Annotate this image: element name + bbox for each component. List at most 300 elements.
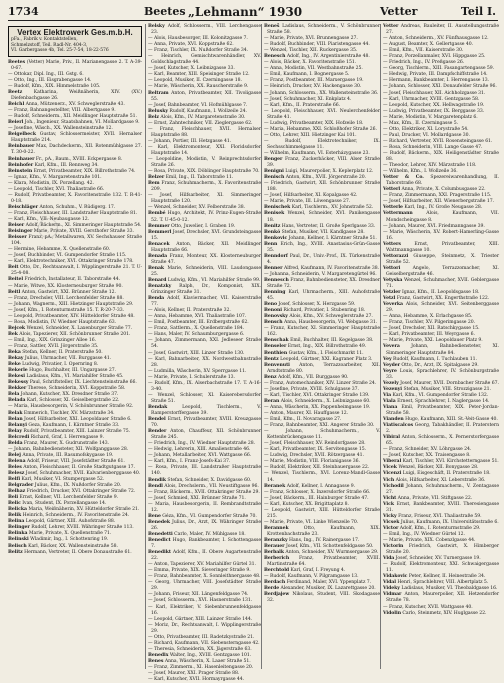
entry-details: Emil, Kfm., VII. Kaiserstraße 30. xyxy=(388,48,464,54)
entry-details: Anna, Hebamme, XVI. Thaliastraße 107. xyxy=(153,314,247,320)
directory-entry: — Friedrich, Gastwirt, XII. Schönbrunner Straße 188. xyxy=(264,181,380,193)
directory-entry xyxy=(383,302,499,314)
directory-entry xyxy=(8,144,142,156)
entry-details: Ladislaus, Musiker, VI. Theobaldgasse 16. xyxy=(401,586,498,592)
entry-details: Karl, Elektriker, V. Siebenbrunnenfeldgasse 16. xyxy=(151,604,261,616)
entry-details: Wenzel, Tischlerm., XVI. Lorenz-Mandl-Gasse 14. xyxy=(267,471,380,483)
entry-details: Anton, Schlosserm., X. Pernerstorfergasse 65. xyxy=(386,435,499,447)
directory-entry: — Josef, Schlosserm., XVI. Hasnerstraße 131. xyxy=(148,598,253,604)
entry-surname: Bela xyxy=(8,392,20,398)
directory-entry: — Klara, Modistin, IX. Porzellang. 42. xyxy=(8,180,94,186)
entry-surname: Vich xyxy=(383,477,395,483)
entry-details: Rudolf, Kaufmann, I. Tuchlauben 11. xyxy=(393,356,477,362)
entry-details: Theodor, Lehrer, XIV. Märzstraße 118. xyxy=(388,163,477,169)
entry-details: Wenzel, Schuhmacher, XVII. Geblergasse 71. xyxy=(386,277,499,290)
entry-details: Emil, Privatbeamter, XIX. Peter-Jordan-Straße 58. xyxy=(386,404,499,416)
entry-surname: Berchtold xyxy=(264,568,290,574)
entry-details: Josefine, Wäsch., XX. Wallensteinstraße 12. xyxy=(13,126,113,132)
directory-entry: — Alois, Hausbesorger, III. Kolonitzgasse 7. xyxy=(148,36,248,42)
directory-entry xyxy=(8,265,142,277)
entry-surname: Beierl xyxy=(8,120,24,126)
directory-entry xyxy=(148,405,261,417)
entry-details: Stefan, Schneider, X. Davidgasse 60. xyxy=(167,477,252,483)
entry-details: Franz, Tischler, IX. Nußdorfer Straße 34. xyxy=(153,48,249,54)
entry-details: Spezereiwarenhandlung, II. Taborstraße 68. xyxy=(386,175,500,187)
page-header xyxy=(8,4,498,21)
entry-details: Luigi, Eisgeschäft, II. Praterstraße 18. xyxy=(402,471,491,477)
entry-details: Rudolf, Kaufmann, I. Wollzeile 24. xyxy=(169,108,247,114)
directory-entry: — Johann, Bahnbediensteter, XII. Wolfganggasse 28. xyxy=(8,446,129,452)
entry-details: Paul, Drucker, VI. Mollardgasse 30. xyxy=(388,132,470,138)
entry-details: Franz, Gastwirt, XX. Engerthstraße 122. xyxy=(396,296,490,302)
entry-details: Alois, Kfm., IV. Margaretenstraße 30. xyxy=(160,114,246,120)
entry-surname: Belic xyxy=(8,501,21,507)
directory-entry: — Otto, Privatbeamter, III. Radetzkystraße 21. xyxy=(148,634,255,640)
directory-entry: — Rudolf, Buchbinder, VIII. Piaristengasse 44. xyxy=(264,42,370,48)
entry-details: Anna, Mützenerz., XV. Schweglerstraße 43. xyxy=(25,102,125,108)
entry-surname: Benda xyxy=(148,296,165,302)
entry-details: Anna, Private, X. Columbusgasse 22. xyxy=(401,187,486,193)
directory-entry: — Franz, Tischler, XV. Pilgerimgasse 20. xyxy=(383,320,476,326)
entry-details: Ernst, Zahntechniker, VII. Zieglergasse 62. xyxy=(153,120,253,126)
entry-details: Franz, Tischler, XV. Pilgerimgasse 20. xyxy=(388,320,476,326)
entry-surname: Victorin xyxy=(383,544,404,550)
entry-details: Anna, Private, XVI. Koppstraße 62. xyxy=(153,42,234,48)
entry-details: Franz, Kutscher, XI. Simmeringer Hauptstraße 162. xyxy=(267,326,380,338)
entry-details: Richard, Privatier, I. Stubenring 18. xyxy=(283,308,366,314)
directory-entry: — Otto, Ing., III. Eisgrabengasse 14. xyxy=(8,77,92,83)
entry-details: Franz, Zuckerbäcker, VIII. Alser Straße 39. xyxy=(267,157,380,169)
directory-entry xyxy=(8,550,142,556)
entry-surname: Benada xyxy=(148,253,168,259)
entry-details: Hugo, Bankbeamter, I. Schottengasse 7. xyxy=(151,537,261,550)
entry-details: Anna, Wäscherin, XX. Pappenheimgasse 19. xyxy=(269,404,371,410)
entry-details: Otto, Dr., Rechtsanwalt, I. Wipplingerstraße 21. T. U-25-4-08. xyxy=(11,265,142,277)
entry-details: Marie, Private, XVI. Brunnengasse 27. xyxy=(269,36,358,42)
directory-entry xyxy=(383,502,499,514)
entry-details: Rudolf, Elektrotechniker, IX. Sechsschimmelgasse 11. xyxy=(267,138,380,150)
entry-details: Anton, Terrazzoarbeiter, XII. Arndtstraße 80. xyxy=(267,362,380,374)
directory-entry: — Karl, Elektromonteur, XXI. Floridsdorfer Hauptstraße 14. xyxy=(148,144,261,156)
entry-details: Ludwig, Kfm., VI. Mariahilfer Straße 99. xyxy=(167,277,261,283)
entry-details: Georg, Uhrmacher, VIII. Josefstädter Straße 29. xyxy=(151,580,261,592)
entry-details: Franz, Automechaniker, XIV. Linzer Straße 24. xyxy=(269,380,377,386)
directory-entry xyxy=(383,369,499,381)
entry-details: Alois, Drechslerm., VII. Neustiftgasse 96. xyxy=(164,483,259,489)
directory-entry: — Johann, Friseur, XII. Längenfeldgasse 74. xyxy=(148,592,249,598)
directory-entry: — Rosa, Schneiderin, VIII. Lange Gasse 47. xyxy=(383,144,483,150)
entry-details: Johann, Zimmermann, XXI. Jedleseer Straße 54. xyxy=(151,338,261,350)
entry-details: Anton, Gastwirt, XXI. Brünner Straße 12. xyxy=(21,289,116,295)
entry-details: Marie, Private, XIX. Cobenzlgasse 44. xyxy=(388,537,476,543)
entry-details: Adolf, Bäckerm., XI. Simmeringer Hauptstraße 54. xyxy=(25,223,142,229)
directory-entry: — Heinrich, Gemischtwarenhändler, XV. Goldschlagstraße 44. xyxy=(148,54,261,66)
entry-surname: Beinstein xyxy=(8,168,33,174)
entry-surname: Viberal xyxy=(383,459,402,465)
entry-surname: Viala xyxy=(383,398,396,404)
directory-entry xyxy=(264,157,380,169)
entry-details: Josef, Schmied, XXI. Brünner Straße 71. xyxy=(153,495,246,501)
entry-details: Hermine, Hebamme, X. Quellenstraße 60. xyxy=(13,247,111,253)
entry-surname: Vibiral xyxy=(383,435,400,441)
entry-details: Leopold, Gastwirt, XIII. Hütteldorfer Straße 215. xyxy=(267,507,380,519)
entry-details: Paul, Dr., Univ.-Prof., IX. Türkenstraße 4. xyxy=(267,253,380,265)
directory-entry xyxy=(8,60,142,72)
entry-details: Ludwig, Privatbeamter, XIX. Hofzeile 18. xyxy=(269,120,364,126)
entry-details: Therese, Schneiderin, XVI. Koppstraße 58. xyxy=(27,386,126,392)
entry-details: Franz, Monteur, XX. Klosterneuburger Straße 47. xyxy=(151,253,261,265)
directory-entry: — Leopold, Musiker, II. Czerningasse 18. xyxy=(148,78,242,84)
directory-entry: — Franz, Tischler, IX. Nußdorfer Straße 34. xyxy=(148,48,249,54)
directory-entry: — Josef, Bäckerm., III. Hainburger Straße 47. xyxy=(264,495,369,501)
directory-entry xyxy=(148,520,261,532)
entry-details: Josef, Schneider, XV. Turnergasse 19. xyxy=(395,556,481,562)
entry-details: Emil, Ing., XIX. Grinzinger Allee 16. xyxy=(13,337,96,343)
directory-entry: — Franz, Bahnangestellter, VIII. Albertgasse 9. xyxy=(8,108,116,114)
entry-details: Karl, Elektrotechniker, XVI. Ottakringer Straße 178. xyxy=(13,259,134,265)
ad-company-name: Vertex Elektrowerk Ges.m.b.H. xyxy=(17,28,133,37)
directory-entry: — Franz, Zimmerm., XI. Hasenleitengasse 20. xyxy=(148,664,254,670)
directory-entry: — Ludmilla, Wäscherin, XV. Sperrgasse 11. xyxy=(148,368,247,374)
entry-surname: Veverka xyxy=(383,302,403,308)
entry-details: Leopold, Tischlerm., V. Ramperstorffergasse 39. xyxy=(151,404,261,416)
entry-surname: Belisch xyxy=(8,543,27,549)
entry-surname: Benacek xyxy=(148,241,170,247)
entry-details: Georg, Tischlerm., XIII. Fasangartengasse 59. xyxy=(388,66,495,72)
entry-surname: Beka xyxy=(8,350,21,356)
header-part-label: Teil I. xyxy=(460,5,496,18)
entry-surname: Veyder xyxy=(383,362,400,368)
entry-details: Leopold, Privatbeamter, XIV. Hütteldorfer Straße 48. xyxy=(13,313,135,319)
directory-entry xyxy=(383,611,499,617)
entry-details: Marie, Private, XXI. Leopoldauer Platz 9. xyxy=(388,338,483,344)
directory-entry xyxy=(148,538,261,550)
entry-surname: Benisch xyxy=(264,175,285,181)
entry-details: Alois, Kellner, II. Praterstraße 32. xyxy=(153,308,231,314)
directory-entry xyxy=(264,526,380,538)
directory-columns xyxy=(8,24,500,683)
directory-entry xyxy=(383,278,499,290)
directory-entry: — Leopoldine, Modistin, V. Reinprechtsdorfer Straße 26. xyxy=(148,157,261,169)
entry-details: Marie, Schneiderin, VIII. Laudongasse 25. xyxy=(151,265,261,277)
entry-surname: Beinhauer xyxy=(8,156,35,162)
directory-entry: — Josefine, Private, XVIII. Schulgasse 37. xyxy=(264,386,359,392)
entry-surname: Beran xyxy=(264,398,280,404)
entry-details: Anna, Modistin, VII. Westbahnstraße 25. xyxy=(269,66,363,72)
entry-surname: Belada xyxy=(8,398,26,404)
entry-details: Josef, Maurer, XVII. Dornbacher Straße 67. xyxy=(400,380,499,386)
directory-entry: — Marie, Modistin, V. Margaretenplatz 6. xyxy=(383,114,478,120)
entry-details: Karl, Kfm., II. Praterstraße 66. xyxy=(269,102,341,108)
entry-surname: Vida xyxy=(383,556,395,562)
entry-details: Josef, Schlosserm., XVI. Hasnerstraße 131. xyxy=(153,598,253,604)
entry-surname: Bem xyxy=(148,181,160,187)
entry-details: Walter, Ing., XVIII. Gentzgasse 101. xyxy=(169,652,252,658)
entry-surname: Vettori xyxy=(383,265,401,271)
entry-details: Angelo, Terrazzomacher, XI. Geiselbergstraße 46. xyxy=(386,265,499,277)
directory-entry: — Emil, Kfm., VII. Kaiserstraße 30. xyxy=(383,48,464,54)
directory-entry: — Josef, Fleischhauer, XV. Reindorfgasse 28. xyxy=(264,441,366,447)
entry-surname: Beneš xyxy=(264,24,280,29)
directory-entry: — Rudolf, Privatbeamter, X. Favoritenstraße 132. T. R-41-0-18. xyxy=(8,192,142,204)
directory-entry: — Karl, Beamter, XIII. Speisinger Straße 12. xyxy=(148,72,250,78)
entry-details: Adolf, Kfm., II. Obere Augartenstraße 22. xyxy=(151,550,261,562)
entry-details: Johann, Bahnbediensteter, XI. Simmeringer Hauptstraße 84. xyxy=(386,344,499,356)
entry-surname: Vetzl xyxy=(383,296,396,302)
entry-details: Josef, Gastwirt, XIII. Linzer Straße 130. xyxy=(153,350,245,356)
entry-surname: Benschak xyxy=(264,338,289,344)
directory-entry: — Wenzel, Schneider, XV. Felberstraße 38. xyxy=(148,205,246,211)
entry-details: Anna, Hebamme, X. Erlachgasse 85. xyxy=(388,314,473,320)
directory-entry: — Josef, Kfm., I. Rotenturmstraße 15. T. R-20-7-33. xyxy=(8,307,125,313)
directory-entry: — Otto, Lehrer, XIII. Hietzinger Kai 101. xyxy=(264,132,357,138)
directory-entry: — Franz, Zimmermann, XXI. Pragerstraße 115. xyxy=(383,193,492,199)
entry-details: Leopold, Musiker, II. Czerningasse 18. xyxy=(153,78,242,84)
directory-entry: — Emil, Ing., IV. Wiedner Gürtel 12. xyxy=(383,531,465,537)
directory-entry: — Franz, Kutscher, XI. Simmeringer Hauptstraße 162. xyxy=(264,326,380,338)
entry-details: Nikolaus, Student, VIII. Skodagasse 32. xyxy=(267,592,380,604)
entry-surname: Vevera xyxy=(383,344,400,350)
entry-details: Wenzel, Schlosser, XI. Kaiserebersdorfer Straße 51. xyxy=(151,392,261,404)
directory-entry xyxy=(8,235,142,247)
entry-details: Rudolf, Bäckerm., XIX. Heiligenstädter Straße 88. xyxy=(386,150,499,163)
entry-details: Josef, Kfm., VII. Schottenfeldgasse 50. xyxy=(285,544,374,550)
directory-entry: — Josef, Fleischhauer, XII. Aichholzgasse 31. xyxy=(383,90,486,96)
entry-surname: Benndorf xyxy=(264,253,288,259)
entry-details: Maria, Hausbesorgerin, V. Schönbrunner Straße 92. xyxy=(13,404,134,410)
entry-details: Leopold, Kutscher, XX. Hellwagstraße 19. xyxy=(388,102,485,108)
entry-details: Karl, Schlosser, XI. Geiselbergstraße 22. xyxy=(26,398,120,404)
directory-entry: — Hermine, Hebamme, X. Quellenstraße 60. xyxy=(8,247,111,253)
entry-surname: Bender xyxy=(148,429,167,435)
directory-entry: — Franz, Automechaniker, XIV. Linzer Straße 24. xyxy=(264,380,377,386)
entry-details: Anton, Schneiderm., XV. Fünfhausgasse 12. xyxy=(388,36,489,42)
directory-entry xyxy=(264,211,380,223)
entry-surname: Beitl xyxy=(8,289,21,295)
entry-details: Louis, Sprachlehrer, IV. Schönburgstraße 33. xyxy=(386,368,499,380)
entry-details: Hermann, Bankbeamter, I. Herrengasse 13. xyxy=(388,78,490,84)
library-stamp xyxy=(38,218,58,238)
directory-entry: — Josef, Hilfsarbeiter, XI. Simmeringer Hauptstraße 120. xyxy=(148,193,261,205)
directory-entry: — Rosa, Modistin, IV. Wiedner Hauptstraße 63. xyxy=(8,319,117,325)
directory-entry: — Josef, Drechsler, XII. Ratschkygasse 15. xyxy=(383,326,480,332)
entry-details: Karl, Bäcker, XX. Wallensteinstraße 58. xyxy=(28,543,118,549)
directory-entry: — Karl, Elektrotechniker, XVI. Ottakringer Straße 178. xyxy=(8,259,134,265)
ad-line: Schmelzstoff, Teil. Radl-Nr. 404-3, xyxy=(11,42,88,48)
entry-surname: Berauer xyxy=(264,544,285,550)
entry-surname: Benischek xyxy=(264,205,291,211)
entry-details: Karl, Kfm., III. Rennweg 34. xyxy=(34,162,99,168)
entry-surname: Belinka xyxy=(8,531,28,537)
entry-details: Marie, Private, XVIII. Gersthofer Straße 33. xyxy=(33,229,134,235)
entry-details: Johann, Metallarbeiter, XVI. Wattgasse 66. xyxy=(153,453,252,459)
entry-details: Johann, Portier, III. Hetzgasse 41. xyxy=(153,138,232,144)
entry-details: Franz, pA., Metallwaren, XV. Sechshauser Straße 104. xyxy=(11,235,142,247)
directory-entry: — Leopold, Privatbeamter, XIV. Hütteldorfer Straße 48. xyxy=(8,313,135,319)
entry-surname: Bennesch xyxy=(264,277,289,283)
entry-details: Richard, Kaufmann, VII. Siebensterngasse 42. xyxy=(153,640,260,646)
entry-details: Giuseppe, Steinmetz, X. Triester Straße 52. xyxy=(386,253,499,265)
entry-details: Johann, Schuhmacherm., V. Kettenbrückengasse 11. xyxy=(267,429,380,441)
entry-details: Adolf, Friseur, VIII. Josefstädter Straße 61. xyxy=(26,458,125,464)
entry-surname: Benoni xyxy=(264,308,282,314)
entry-surname: Via xyxy=(383,392,392,398)
entry-surname: Belena xyxy=(8,458,26,464)
directory-entry xyxy=(383,24,499,36)
entry-details: Johann, Maurer, XVI. Friedmanngasse 39. xyxy=(388,223,485,229)
entry-details: Josef, Fleischhauer, XV. Reindorfgasse 28. xyxy=(269,441,366,447)
entry-details: Moriz, Dr., Rechtsanwalt, I. Wipplingerstraße 29. xyxy=(151,622,261,634)
directory-entry: — Karl, Kfm., I. Franz-Josefs-Kai 37. xyxy=(148,459,231,465)
directory-entry: — Karl, Kfm., II. Praterstraße 66. xyxy=(264,102,341,108)
entry-details: Alois, Kfm., XV. Schweglerstraße 27. xyxy=(289,314,373,320)
entry-details: Adolf, Kfm., I. Rotenturmstraße 29. xyxy=(399,525,481,531)
entry-details: Hans, Vertreter, II. Große Sperlgasse 33. xyxy=(281,223,376,229)
entry-details: Rudolf, Lehrer, XVIII. Währinger Straße 113. xyxy=(31,525,134,531)
directory-entry: — Marie, Private, I. Schulerstraße 13. xyxy=(148,374,235,380)
directory-entry: — Johann, Schuhmacherm., V. Kettenbrückengasse 11. xyxy=(264,429,380,441)
entry-details: Karl, Uhrmacherm., XIII. Auhofstraße 45. xyxy=(267,290,380,302)
entry-details: Rudolf, Kfm., XIX. Himmelstraße 105. xyxy=(13,83,101,89)
directory-entry: — Franz, Fleischhauer, XVII. Hernalser Hauptstraße 88. xyxy=(148,126,261,138)
entry-details: Julius, Uhrmacher, VII. Burggasse 41. xyxy=(24,356,112,362)
entry-details: Anton, Maurerpolier, XII. Hetzendorfer Straße 78. xyxy=(386,592,499,604)
entry-details: Wenzel, Schneider, X. Laxenburger Straße 77. xyxy=(26,325,133,331)
directory-entry xyxy=(264,556,380,568)
directory-column-2 xyxy=(145,24,262,683)
entry-details: Emil, Postbeamter, III. Erdbergstraße 62. xyxy=(153,320,249,326)
entry-details: Friedrich, Gastwirt, X. Himberger Straße 20. xyxy=(386,544,499,556)
entry-details: Anna, Private, III. Rasumofskygasse 19. xyxy=(22,452,114,458)
entry-details: Hans, Ing., IV. Rainergasse 17. xyxy=(289,537,360,543)
entry-surname: Benigni xyxy=(264,169,284,175)
entry-surname: Viana xyxy=(383,404,398,410)
directory-entry: — Maria, Hausbesorgerin, V. Schönbrunner Straße 92. xyxy=(8,404,134,410)
directory-entry: — Rudolf, Kfm., IX. Alserbachstraße 17. T. A-16-3-40. xyxy=(148,380,261,392)
directory-entry: — Theodor, Lehrer, XIV. Märzstraße 118. xyxy=(383,163,477,169)
entry-details: Josef, Schuhmacher, XVII. Kalvarienberggasse 40. xyxy=(25,470,141,476)
directory-entry: — Anna, Hebamme, XVI. Thaliastraße 107. xyxy=(148,314,247,320)
entry-details: Karl, Tischlerm., XV. Johnstraße 52. xyxy=(291,205,374,211)
entry-details: Franz, Fleischhauer, III. Landstraßer Hauptstraße 81. xyxy=(13,210,138,216)
directory-entry: — Heinrich, Drucker, XV. Hackengasse 30. xyxy=(264,84,362,90)
entry-details: Alois, Tapezierer, XII. Schönbrunner Straße 201. xyxy=(19,331,131,337)
entry-details: Marie, Wäscherin, XX. Rauscherstraße 9. xyxy=(153,84,249,90)
directory-entry xyxy=(8,132,142,144)
directory-entry: — Rosa, Private, XIX. Döblinger Hauptstraße 70. xyxy=(148,169,260,175)
entry-details: Ernst, Kellner, VII. Lerchenfelder Straße 9. xyxy=(19,495,119,501)
entry-details: Johann, Friseur, XII. Längenfeldgasse 74. xyxy=(153,592,249,598)
entry-details: Johanna, Schneiderin, V. Margaretengürtel 96. xyxy=(269,271,377,277)
entry-details: Karl, Privatbeamter, III. Weyrgasse 6. xyxy=(388,332,475,338)
entry-details: Otto, Elektriker, XI. Lorystraße 54. xyxy=(388,126,469,132)
directory-entry: — Ottokar, Dipl. Ing., III. Gstg. 6. xyxy=(8,71,84,77)
entry-surname: Vichodil xyxy=(383,483,404,489)
directory-entry: — Marie, Private, XXI. Leopoldauer Platz 9. xyxy=(383,338,483,344)
entry-details: Johann, Schlosserm., XX. Wallensteinstraße 36. xyxy=(269,90,379,96)
entry-surname: Beke xyxy=(8,362,21,368)
entry-surname: Belinski xyxy=(8,537,29,543)
entry-details: Anton, Schuhm., V. Rüdigerg. 17. xyxy=(39,204,116,210)
entry-details: Anton, Fleischhauer, II. Große Stadtgutgasse 17. xyxy=(23,464,135,470)
entry-details: Franz, Bahnangestellter, VIII. Albertgasse 9. xyxy=(13,108,116,114)
entry-details: Erich, Ing., XVIII. Anastasius-Grün-Gasse 35. xyxy=(267,241,381,253)
directory-entry xyxy=(383,254,499,266)
entry-surname: Belsky xyxy=(148,24,165,29)
entry-surname: Berannek xyxy=(264,525,289,531)
directory-entry: — Georg, Uhrmacher, VIII. Josefstädter Straße 29. xyxy=(148,580,261,592)
entry-details: Josef, Hilfsarbeiter, XXI. Leopoldauer Straße 6. xyxy=(24,416,132,422)
directory-entry: — Franz, Bahnbeamter, X. Sonnleithnergasse 48. xyxy=(148,574,261,580)
entry-details: Adolf, Ing., IV. Argentinierstraße 48. xyxy=(286,54,370,60)
entry-details: Rosa, Private, III. Landstraßer Hauptstraße 140. xyxy=(151,465,261,477)
entry-details: Karl, Tischler, XVI. Kirchstetterngasse 51. xyxy=(402,459,499,465)
directory-entry xyxy=(383,435,499,447)
entry-details: Otto, Dr., Arzt, IX. Spitalgasse 29. xyxy=(401,362,479,368)
entry-details: Anton, Maurer, XI. Hauffgasse 12. xyxy=(269,411,349,416)
entry-details: Rudolf, Privatbeamter, X. Favoritenstraße 132. T. R-41-0-18. xyxy=(11,192,142,204)
entry-details: August, Beamter, X. Gellertgasse 40. xyxy=(388,42,473,48)
directory-entry xyxy=(383,211,499,223)
entry-surname: Berde xyxy=(264,586,280,592)
directory-entry: — Franz, Fleischhauer, III. Landstraßer Hauptstraße 81. xyxy=(8,210,138,216)
entry-surname: Vicek xyxy=(383,465,397,471)
entry-details: Alfred, Kaufmann, IV. Favoritenstraße 38. xyxy=(283,265,380,271)
entry-details: Franz, Bahnbediensteter, XX. Dresdner Straße 72. xyxy=(267,277,380,290)
entry-details: Max, Kfm., II. Czerningasse 5. xyxy=(388,120,459,126)
entry-surname: Belina xyxy=(8,519,25,525)
directory-entry: — Anna, Wäscherin, XX. Pappenheimgasse 19. xyxy=(264,404,371,410)
entry-surname: Belfi xyxy=(8,477,21,483)
entry-surname: Vick xyxy=(383,501,395,507)
directory-entry: — Wenzel, Tischler, XII. Ruckergasse 35. xyxy=(264,48,358,54)
directory-entry: — Ignaz, Kfm., V. Margaretenstraße 101. xyxy=(8,174,102,180)
entry-surname: Benes xyxy=(148,658,164,664)
entry-details: Friedrich, Gastwirt, XII. Schönbrunner Straße 188. xyxy=(267,181,380,193)
directory-entry: — Wilhelm, Kaufmann, VI. Esterházygasse 23. xyxy=(264,150,370,156)
entry-details: Josef, Kutscher, XX. Traisengasse 8. xyxy=(388,453,471,459)
entry-details: Emma, Private, XIX. Sieveringer Straße 9. xyxy=(153,568,251,574)
entry-details: Adolf, Kfm., VII. Burggasse 90. xyxy=(277,374,349,380)
directory-entry: — Emil, Kaufmann, I. Bognergasse 5. xyxy=(264,72,350,78)
directory-entry xyxy=(383,544,499,556)
entry-surname: Benitz xyxy=(264,223,281,229)
entry-details: Fr., pA., Baum., XVIII. Eckpergasse 8. xyxy=(35,156,123,162)
directory-entry: — Johann, Wagnerm., XIII. Hietzinger Hauptstraße 29. xyxy=(8,301,134,307)
entry-surname: Vey xyxy=(383,356,392,362)
entry-details: Karl, Tischler, XVI. Ottakringer Straße 139. xyxy=(269,392,370,398)
entry-details: Franz, Privatbeamter, XVIII. Martinstraße 64. xyxy=(267,556,380,568)
entry-details: Josef, Kutscher, X. Leibnizgasse 33. xyxy=(153,66,235,72)
entry-surname: Benesch xyxy=(264,54,286,60)
entry-details: Anna, Wäscherin, X. Laaer Straße 51. xyxy=(164,658,251,664)
directory-entry xyxy=(383,242,499,254)
entry-details: Alois, Schneider, XVI. Seitenberggasse 29. xyxy=(386,302,499,314)
directory-entry xyxy=(148,266,261,278)
entry-details: Emil, Buchhalter, III. Kegelgasse 38. xyxy=(290,338,374,344)
entry-surname: Berberich xyxy=(264,556,290,562)
entry-details: Franz, Bahnbeamter, X. Sonnleithnergasse 48. xyxy=(153,574,261,580)
entry-details: Ernst, Privatbeamter, XIII. Wattmanngasse 10. xyxy=(386,241,499,253)
entry-details: Ludwig, Privatier, I. Opernring 8. xyxy=(22,362,99,368)
entry-details: Anton, Schneider, XV. Wurmsergasse 29. xyxy=(285,550,379,556)
directory-entry: — Karl, Privatbeamter, IX. Servitengasse 15. xyxy=(264,447,367,453)
entry-surname: Vetters xyxy=(383,241,401,247)
directory-entry xyxy=(148,429,261,441)
entry-details: Marie, Private, III. Löwengasse 27. xyxy=(269,199,351,205)
entry-details: Wladimir, Ing., I. Schottenring 19. xyxy=(30,537,109,543)
directory-column-1 xyxy=(8,24,142,669)
